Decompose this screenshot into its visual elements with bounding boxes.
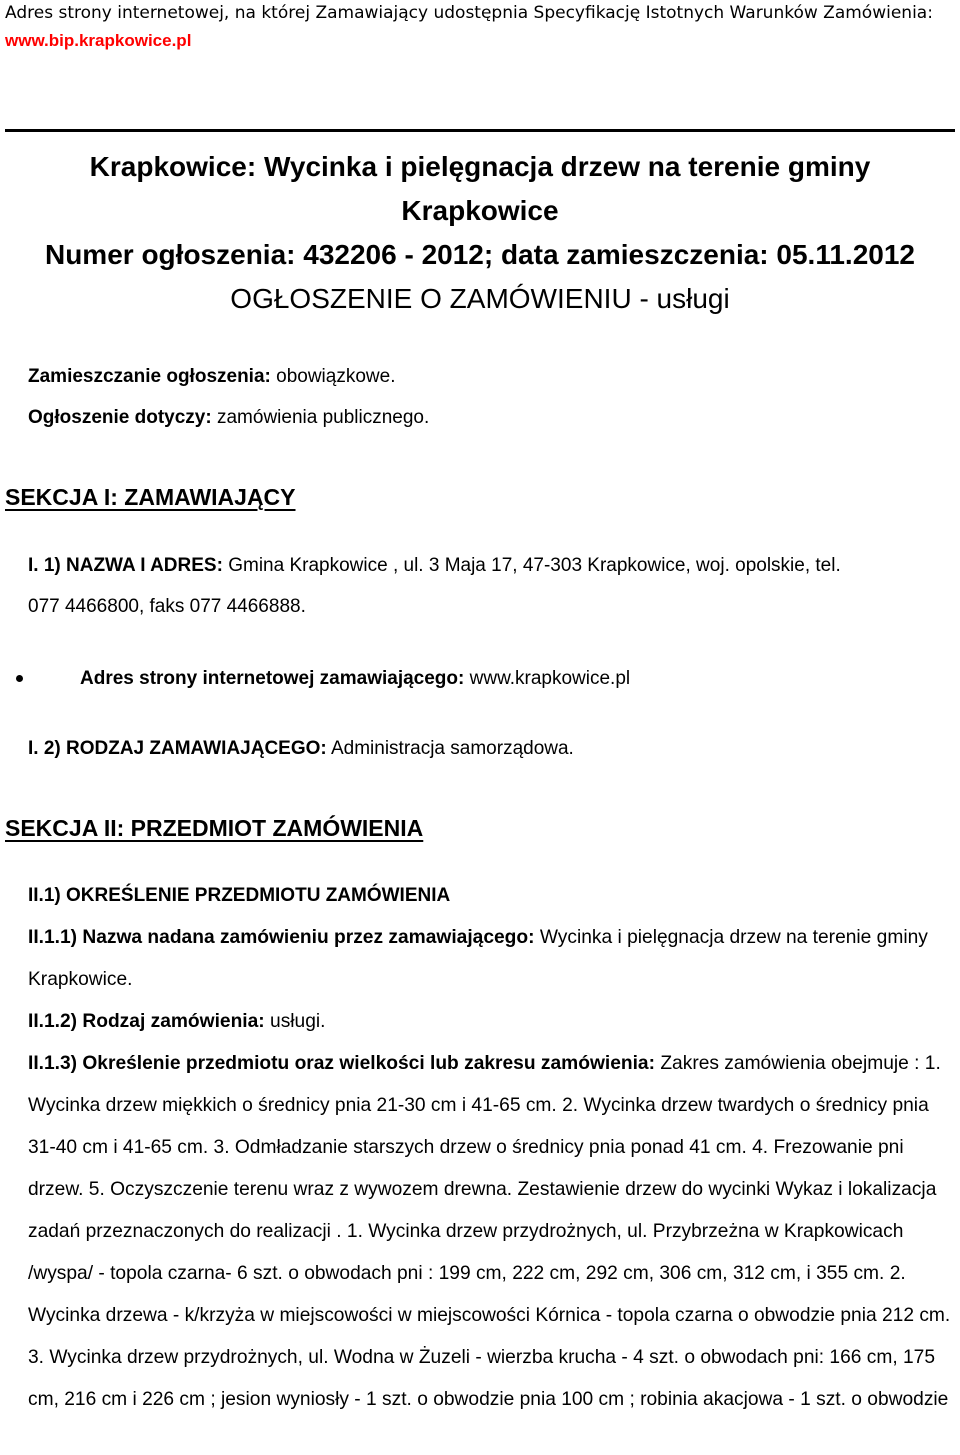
bullet-icon [16,675,23,682]
zamieszczanie-label: Zamieszczanie ogłoszenia: [28,366,271,387]
header-divider [5,129,955,132]
zamieszczanie-row [28,366,395,388]
rodzaj-zamawiajacego-label: I. 2) RODZAJ ZAMAWIAJĄCEGO: [28,738,327,759]
dotyczy-label: Ogłoszenie dotyczy: [28,407,212,428]
nazwa-adres-row [28,555,841,577]
header-text: Adres strony internetowej, na której Zamawiający udostępnia Specyfikację Istotnych Warunków Zamówienia: [5,3,933,23]
dotyczy-value: zamówienia publicznego. [211,407,430,428]
title-line-1: Krapkowice: Wycinka i pielęgnacja drzew na terenie gminy [89,151,871,182]
title-line-2: Krapkowice [401,195,559,226]
bip-url-link[interactable]: www.bip.krapkowice.pl [5,31,192,50]
rodzaj-zamawiajacego-value: Administracja samorządowa. [326,738,574,759]
nazwa-adres-label: I. 1) NAZWA I ADRES: [28,555,223,576]
zamawiajacy-url[interactable]: www.krapkowice.pl [464,668,631,689]
zamieszczanie-value: obowiązkowe. [270,366,396,387]
rodzaj-zamowienia-label: II.1.2) Rodzaj zamówienia: [28,1011,265,1032]
nazwa-zamowienia-paragraph [28,917,958,1001]
adres-strony-row [80,668,630,690]
rodzaj-zamowienia-value: usługi. [264,1011,326,1032]
rodzaj-zamawiajacego-row [28,738,574,760]
nazwa-adres-contact: 077 4466800, faks 077 4466888. [28,596,306,617]
notice-number: Numer ogłoszenia: 432206 - 2012; data zamieszczenia: 05.11.2012 [44,239,915,270]
section-1-heading: SEKCJA I: ZAMAWIAJĄCY [5,484,296,510]
nazwa-zamowienia-value: Wycinka i pielęgnacja drzew na terenie gminy Krapkowice. [28,927,928,990]
adres-strony-label: Adres strony internetowej zamawiającego: [80,668,465,689]
nazwa-zamowienia-label: II.1.1) Nazwa nadana zamówieniu przez zamawiającego: [28,927,535,948]
nazwa-adres-value: Gmina Krapkowice , ul. 3 Maja 17, 47-303 Krapkowice, woj. opolskie, tel. [222,555,841,576]
notice-type: OGŁOSZENIE O ZAMÓWIENIU - usługi [230,283,730,314]
zakres-zamowienia-label: II.1.3) Określenie przedmiotu oraz wielkości lub zakresu zamówienia: [28,1053,655,1074]
rodzaj-zamowienia-paragraph [28,1001,958,1043]
zakres-zamowienia-value: Zakres zamówienia obejmuje : 1. Wycinka drzew miękkich o średnicy pnia 21-30 cm i 41-65 cm. 2. Wycinka drzew twardych o średnicy pnia 31-40 cm i 41-65 cm. 3. Odmładzanie starszych drzew o średnicy pnia ponad 41 cm. 4. Frezowanie pni drzew. 5. Oczyszczenie terenu wraz z wywozem drewna. Zestawienie drzew do wycinki Wykaz i lokalizacja zadań przeznaczonych do realizacji . 1. Wycinka drzew przydrożnych, ul. Przybrzeżna w Krapkowicach /wyspa/ - topola czarna- 6 szt. o obwodach pni : 199 cm, 222 cm, 292 cm, 306 cm, 312 cm, i 355 cm. 2. Wycinka drzewa - k/krzyża w miejscowości w miejscowości Kórnica - topola czarna o obwodzie pnia 212 cm. 3. Wycinka drzew przydrożnych, ul. Wodna w Żuzeli - wierzba krucha - 4 szt. o obwodach pni: 166 cm, 175 cm, 216 cm i 226 cm ; jesion wyniosły - 1 szt. o obwodzie pnia 100 cm ; robinia akacjowa - 1 szt. o obwodzie [28,1053,951,1410]
zakres-zamowienia-paragraph [28,1043,958,1421]
okreslenie-heading: II.1) OKREŚLENIE PRZEDMIOTU ZAMÓWIENIA [28,885,451,906]
przedmiot-details [28,917,958,1421]
section-2-heading: SEKCJA II: PRZEDMIOT ZAMÓWIENIA [5,815,424,841]
dotyczy-row [28,407,429,429]
notice-title [0,145,960,321]
document-header [5,0,955,54]
